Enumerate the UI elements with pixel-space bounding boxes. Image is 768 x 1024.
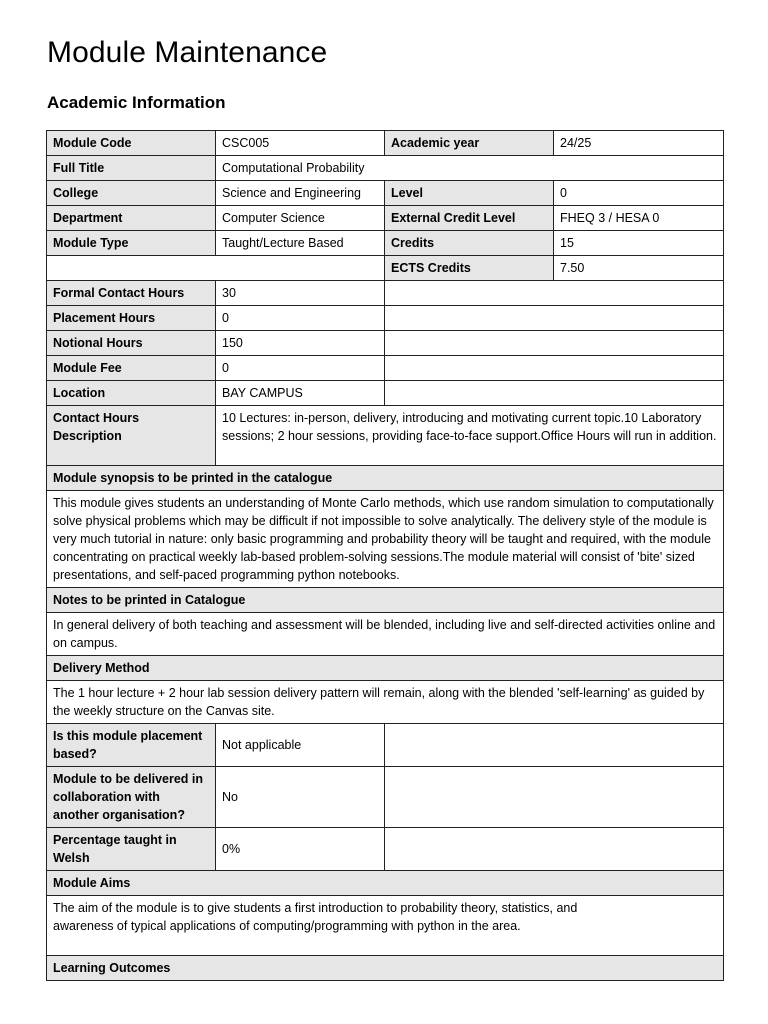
module-fee-value: 0 xyxy=(216,356,385,381)
empty-cell xyxy=(385,767,724,828)
location-value: BAY CAMPUS xyxy=(216,381,385,406)
placement-based-value: Not applicable xyxy=(216,724,385,767)
college-value: Science and Engineering xyxy=(216,181,385,206)
external-credit-level-value: FHEQ 3 / HESA 0 xyxy=(554,206,724,231)
table-row xyxy=(47,767,724,828)
credits-label: Credits xyxy=(385,231,554,256)
formal-contact-hours-value: 30 xyxy=(216,281,385,306)
table-row xyxy=(47,231,724,256)
page-title: Module Maintenance xyxy=(47,36,328,69)
table-row xyxy=(47,306,724,331)
table-row xyxy=(47,281,724,306)
academic-year-label: Academic year xyxy=(385,131,554,156)
module-aims-line-2: awareness of typical applications of computing/programming with python in the area. xyxy=(53,919,521,933)
contact-hours-description-value: 10 Lectures: in-person, delivery, introducing and motivating current topic.10 Laboratory sessions; 2 hour sessions, providing face-to-face support.Office Hours will run in addition. xyxy=(216,406,724,466)
table-row xyxy=(47,724,724,767)
learning-outcomes-heading: Learning Outcomes xyxy=(47,956,724,981)
placement-based-label: Is this module placement based? xyxy=(47,724,216,767)
credits-value: 15 xyxy=(554,231,724,256)
synopsis-heading: Module synopsis to be printed in the catalogue xyxy=(47,466,724,491)
formal-contact-hours-label: Formal Contact Hours xyxy=(47,281,216,306)
notional-hours-label: Notional Hours xyxy=(47,331,216,356)
full-title-label: Full Title xyxy=(47,156,216,181)
module-code-value: CSC005 xyxy=(216,131,385,156)
table-row xyxy=(47,406,724,466)
table-row xyxy=(47,206,724,231)
collaboration-value: No xyxy=(216,767,385,828)
module-code-label: Module Code xyxy=(47,131,216,156)
table-row xyxy=(47,656,724,681)
notes-text: In general delivery of both teaching and assessment will be blended, including live and self-directed activities online and on campus. xyxy=(47,613,724,656)
location-label: Location xyxy=(47,381,216,406)
full-title-value: Computational Probability xyxy=(216,156,724,181)
module-aims-line-1: The aim of the module is to give students a first introduction to probability theory, statistics, and xyxy=(53,901,578,915)
notes-heading: Notes to be printed in Catalogue xyxy=(47,588,724,613)
academic-information-table xyxy=(46,130,724,981)
empty-cell xyxy=(385,381,724,406)
level-label: Level xyxy=(385,181,554,206)
module-type-label: Module Type xyxy=(47,231,216,256)
table-row xyxy=(47,181,724,206)
collaboration-label: Module to be delivered in collaboration with another organisation? xyxy=(47,767,216,828)
table-row xyxy=(47,588,724,613)
external-credit-level-label: External Credit Level xyxy=(385,206,554,231)
table-row xyxy=(47,466,724,491)
placement-hours-value: 0 xyxy=(216,306,385,331)
table-row xyxy=(47,491,724,588)
placement-hours-label: Placement Hours xyxy=(47,306,216,331)
empty-cell xyxy=(385,724,724,767)
empty-cell xyxy=(47,256,385,281)
module-type-value: Taught/Lecture Based xyxy=(216,231,385,256)
empty-cell xyxy=(385,828,724,871)
table-row xyxy=(47,256,724,281)
section-title: Academic Information xyxy=(47,93,226,112)
table-row xyxy=(47,356,724,381)
module-aims-text xyxy=(47,896,724,956)
department-value: Computer Science xyxy=(216,206,385,231)
welsh-percentage-label: Percentage taught in Welsh xyxy=(47,828,216,871)
synopsis-text: This module gives students an understanding of Monte Carlo methods, which use random simulation to computationally solve physical problems which may be difficult if not impossible to solve analytically. The delivery style of the module is very much tutorial in nature: only basic programming and probability theory will be taught and required, with the module concentrating on practical weekly lab-based problem-solving sessions.The module material will consist of 'bite' sized presentations, and self-paced programming python notebooks. xyxy=(47,491,724,588)
notional-hours-value: 150 xyxy=(216,331,385,356)
level-value: 0 xyxy=(554,181,724,206)
empty-cell xyxy=(385,306,724,331)
college-label: College xyxy=(47,181,216,206)
empty-cell xyxy=(385,331,724,356)
table-row xyxy=(47,956,724,981)
ects-credits-label: ECTS Credits xyxy=(385,256,554,281)
delivery-method-heading: Delivery Method xyxy=(47,656,724,681)
academic-year-value: 24/25 xyxy=(554,131,724,156)
module-aims-heading: Module Aims xyxy=(47,871,724,896)
delivery-method-text: The 1 hour lecture + 2 hour lab session delivery pattern will remain, along with the blended 'self-learning' as guided by the weekly structure on the Canvas site. xyxy=(47,681,724,724)
table-row xyxy=(47,156,724,181)
empty-cell xyxy=(385,281,724,306)
table-row xyxy=(47,131,724,156)
table-row xyxy=(47,828,724,871)
department-label: Department xyxy=(47,206,216,231)
table-row xyxy=(47,681,724,724)
table-row xyxy=(47,871,724,896)
ects-credits-value: 7.50 xyxy=(554,256,724,281)
empty-cell xyxy=(385,356,724,381)
table-row xyxy=(47,613,724,656)
table-row xyxy=(47,381,724,406)
contact-hours-description-label: Contact Hours Description xyxy=(47,406,216,466)
welsh-percentage-value: 0% xyxy=(216,828,385,871)
module-fee-label: Module Fee xyxy=(47,356,216,381)
table-row xyxy=(47,331,724,356)
table-row xyxy=(47,896,724,956)
